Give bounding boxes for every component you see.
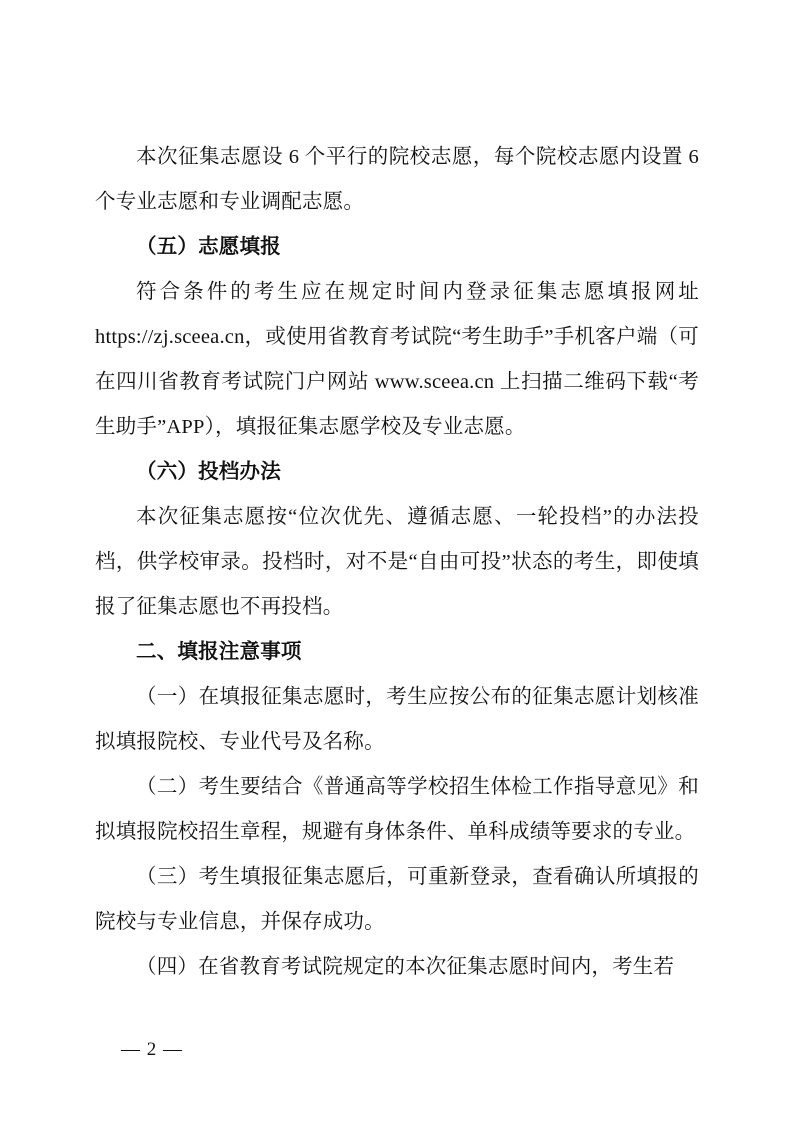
para-note-four: （四）在省教育考试院规定的本次征集志愿时间内，考生若 — [136, 956, 675, 978]
heading-six-filing-method: （六）投档办法 — [136, 461, 281, 483]
para-note-two: （二）考生要结合《普通高等学校招生体检工作指导意见》和拟填报院校招生章程，规避有身体条件、单科成绩等要求的专业。 — [95, 776, 699, 843]
page-number: — 2 — — [121, 1039, 183, 1060]
document-body — [95, 135, 699, 990]
para-fill-method: 符合条件的考生应在规定时间内登录征集志愿填报网址 https://zj.sceea.cn，或使用省教育考试院“考生助手”手机客户端（可在四川省教育考试院门户网站 www.sceea.cn 上扫描二维码下载“考生助手”APP），填报征集志愿学校及专业志愿。 — [95, 281, 699, 438]
para-volunteer-count: 本次征集志愿设 6 个平行的院校志愿，每个院校志愿内设置 6 个专业志愿和专业调配志愿。 — [95, 146, 699, 213]
page-footer — [0, 1039, 794, 1061]
heading-five-fill-volunteer: （五）志愿填报 — [136, 236, 281, 258]
para-note-three: （三）考生填报征集志愿后，可重新登录，查看确认所填报的院校与专业信息，并保存成功。 — [95, 866, 699, 933]
heading-two-notes: 二、填报注意事项 — [136, 641, 302, 663]
para-filing-rules: 本次征集志愿按“位次优先、遵循志愿、一轮投档”的办法投档，供学校审录。投档时，对不是“自由可投”状态的考生，即使填报了征集志愿也不再投档。 — [95, 506, 699, 618]
para-note-one: （一）在填报征集志愿时，考生应按公布的征集志愿计划核准拟填报院校、专业代号及名称。 — [95, 686, 699, 753]
